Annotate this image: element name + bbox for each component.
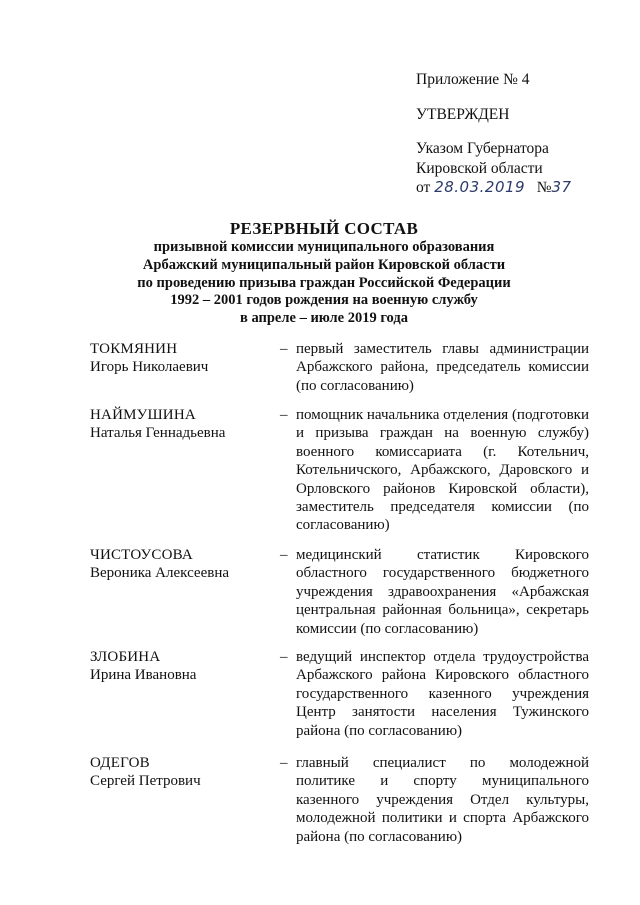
title-line-4: 1992 – 2001 годов рождения на военную службу: [170, 292, 478, 309]
decree-line-2: Кировской области: [416, 159, 543, 177]
title-line-2: Арбажский муниципальный район Кировской области: [142, 256, 506, 273]
member-role: ведущий инспектор отдела трудоустройства Арбажского района Кировского областного государственного казенного учреждения Центр занятости населения Тужинского района (по согласованию): [296, 649, 589, 739]
date-prefix: от: [416, 179, 431, 196]
member-dash: –: [280, 755, 288, 771]
member-surname: ЧИСТОУСОВА: [90, 547, 193, 563]
title-line-1: призывной комиссии муниципального образования: [153, 239, 495, 255]
member-given-name: Ирина Ивановна: [90, 667, 197, 684]
document-title: [100, 219, 548, 328]
member-surname: ЗЛОБИНА: [90, 649, 161, 665]
member-name: [90, 546, 275, 583]
appendix-label: Приложение № 4: [416, 71, 530, 88]
member-surname: ОДЕГОВ: [90, 755, 150, 771]
member-dash: –: [280, 547, 288, 563]
handwritten-number: 37: [551, 178, 572, 196]
member-surname: НАЙМУШИНА: [90, 407, 196, 423]
approved-label: УТВЕРЖДЕН: [416, 106, 510, 123]
member-surname: ТОКМЯНИН: [90, 341, 178, 357]
number-prefix: №: [536, 179, 552, 196]
title-line-3: по проведению призыва граждан Российской Федерации: [137, 274, 511, 291]
decree-reference: [416, 139, 572, 198]
member-name: [90, 406, 275, 443]
member-role: первый заместитель главы администрации Арбажского района, председатель комиссии (по согласованию): [296, 341, 589, 394]
member-role: медицинский статистик Кировского областного государственного бюджетного учреждения здравоохранения «Арбажская центральная районная больница», секретарь комиссии (по согласованию): [296, 547, 589, 637]
member-given-name: Вероника Алексеевна: [90, 565, 229, 582]
handwritten-date: 28.03.2019: [434, 178, 526, 196]
member-given-name: Игорь Николаевич: [90, 359, 209, 376]
member-name: [90, 754, 275, 791]
member-name: [90, 648, 275, 685]
title-main: РЕЗЕРВНЫЙ СОСТАВ: [229, 219, 419, 238]
member-name: [90, 340, 275, 377]
member-dash: –: [280, 649, 288, 665]
decree-date-line: [416, 178, 572, 198]
member-role: помощник начальника отделения (подготовки и призыва граждан на военную службу) военного комиссариата (г. Котельнич, Котельничского, Арбажского, Даровского и Орловского районов Кировской области), заместитель председателя комиссии (по согласованию): [296, 407, 589, 534]
member-role: главный специалист по молодежной политике и спорту муниципального казенного учреждения Отдел культуры, молодежной политики и спорта Арбажского района (по согласованию): [296, 755, 589, 845]
member-given-name: Наталья Геннадьевна: [90, 425, 226, 442]
member-given-name: Сергей Петрович: [90, 773, 201, 790]
title-line-5: в апреле – июле 2019 года: [240, 310, 408, 327]
decree-line-1: Указом Губернатора: [416, 140, 549, 157]
member-dash: –: [280, 341, 288, 357]
member-dash: –: [280, 407, 288, 423]
